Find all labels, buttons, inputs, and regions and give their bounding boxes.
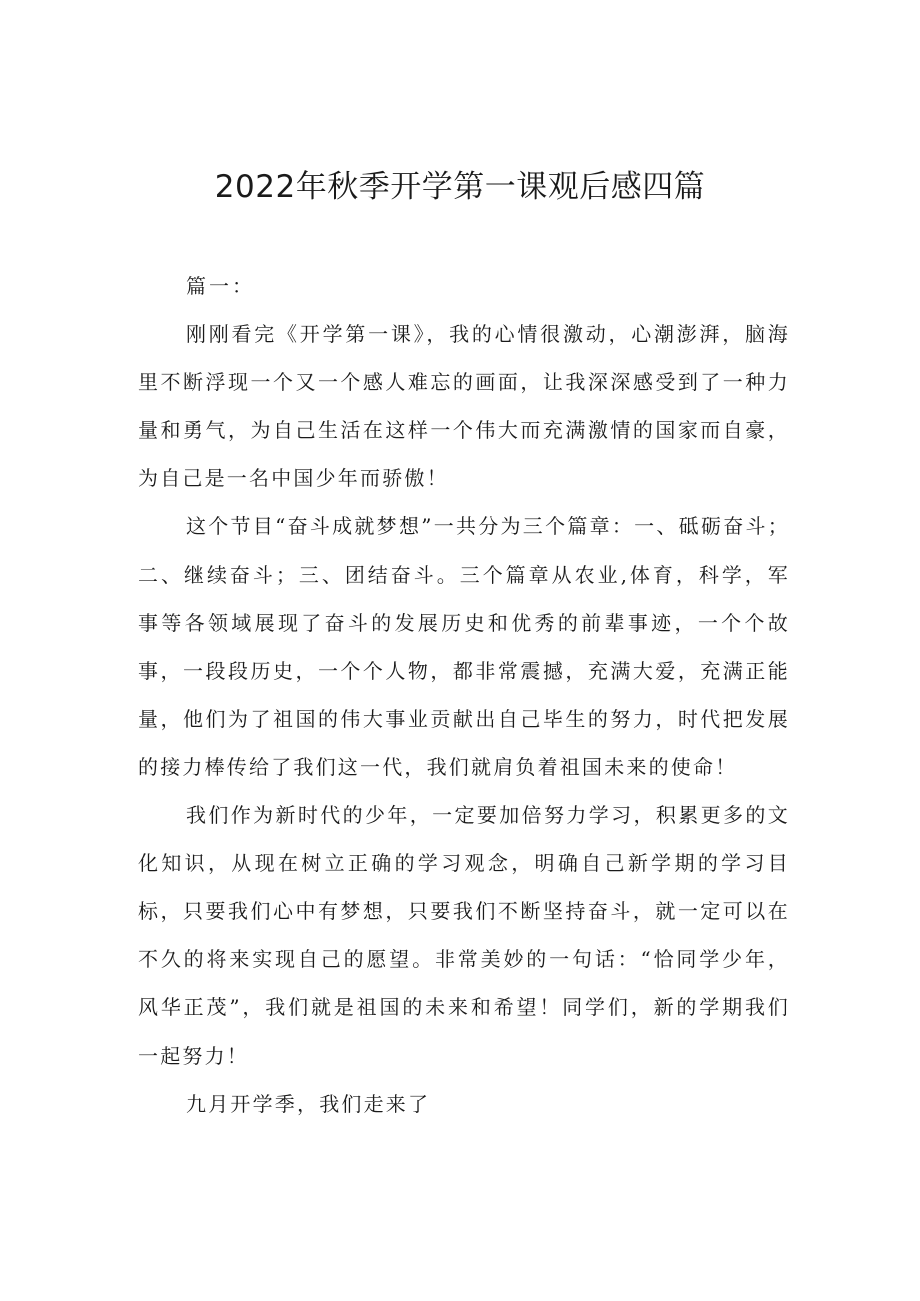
paragraph: 我们作为新时代的少年，一定要加倍努力学习，积累更多的文化知识，从现在树立正确的学习观念，明确自己新学期的学习目标，只要我们心中有梦想，只要我们不断坚持奋斗，就一定可以在不久的将来实现自己的愿望。非常美妙的一句话：“恰同学少年，风华正茂”，我们就是祖国的未来和希望！同学们，新的学期我们一起努力！ <box>138 803 790 1068</box>
document-body <box>138 262 790 1128</box>
section-heading: 篇一： <box>186 274 255 298</box>
document-title: 2022年秋季开学第一课观后感四篇 <box>214 169 706 205</box>
paragraph: 这个节目“奋斗成就梦想”一共分为三个篇章：一、砥砺奋斗；二、继续奋斗；三、团结奋斗。三个篇章从农业,体育，科学，军事等各领域展现了奋斗的发展历史和优秀的前辈事迹，一个个故事，一段段历史，一个个人物，都非常震撼，充满大爱，充满正能量，他们为了祖国的伟大事业贡献出自己毕生的努力，时代把发展的接力棒传给了我们这一代，我们就肩负着祖国未来的使命！ <box>138 514 790 779</box>
paragraph: 九月开学季，我们走来了 <box>186 1091 431 1116</box>
paragraph: 刚刚看完《开学第一课》，我的心情很激动，心潮澎湃，脑海里不断浮现一个又一个感人难忘的画面，让我深深感受到了一种力量和勇气，为自己生活在这样一个伟大而充满激情的国家而自豪，为自己是一名中国少年而骄傲！ <box>138 322 790 491</box>
